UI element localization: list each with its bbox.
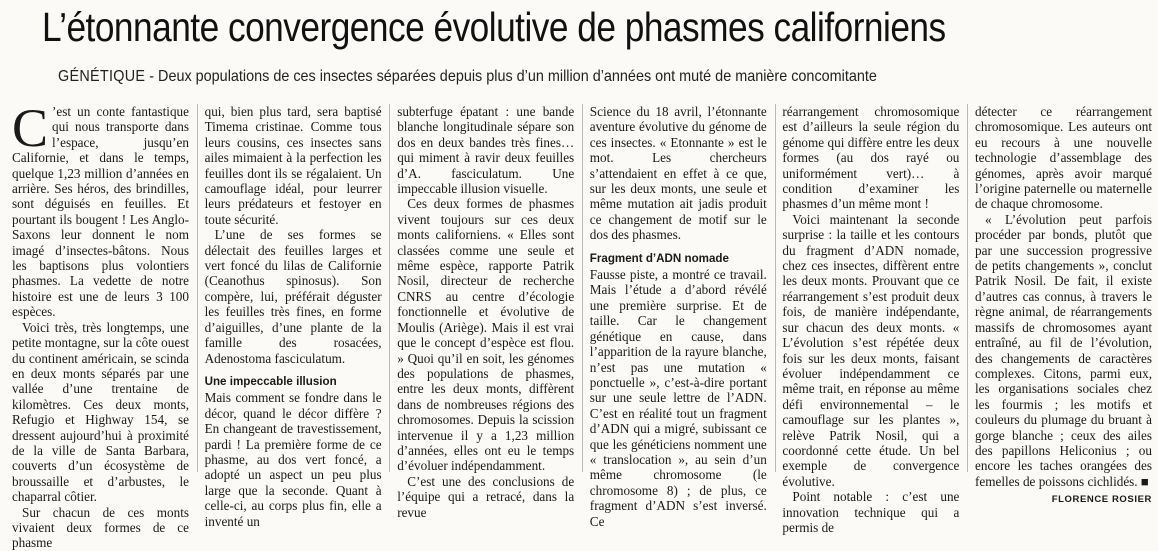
paragraph-text: qui, bien plus tard, sera baptisé Timema cristinae. Comme tous leurs cousins, ces insectes sans ailes mimaient à la perfection les feuilles dont ils se régalaient. Un camouflage idéal, pour leurrer leurs prédateurs et festoyer en toute sécurité. bbox=[204, 104, 382, 227]
paragraph-text: subterfuge épatant : une bande blanche longitudinale sépare son dos en deux bandes très fines… qui miment à ravir deux feuilles d’A. fasciculatum. Une impeccable illusion visuelle. bbox=[397, 104, 575, 197]
body-paragraph bbox=[590, 104, 767, 243]
column-divider bbox=[197, 104, 198, 472]
column-divider bbox=[582, 104, 583, 472]
paragraph-text: détecter ce réarrangement chromosomique. Les auteurs ont eu recours à une nouvelle technologie d’assemblage des génomes, après avoir marqué l’origine paternelle ou maternelle de chaque chromosome. bbox=[975, 104, 1152, 212]
body-paragraph bbox=[12, 98, 189, 320]
column-divider bbox=[389, 104, 390, 472]
body-paragraph bbox=[205, 104, 382, 227]
author-byline: FLORENCE ROSIER bbox=[1051, 494, 1152, 506]
paragraph-text: « L’évolution peut parfois procéder par bonds, plutôt que par une succession progressive de petits changements », conclut Patrik Nosil. De fait, il existe d’autres cas connus, à travers le règne animal, de réarrangements massifs de chromosomes ayant entraîné, au fil de l’évolution, des changements de caractères complexes. Citons, parmi eux, les organisations sociales chez les fourmis ; les motifs et couleurs du plumage du bruant à gorge blanche ; ceux des ailes des papillons Heliconius ; ou encore les taches orangées des femelles de poissons cichlidés. ■ bbox=[975, 211, 1152, 489]
body-paragraph bbox=[205, 227, 382, 366]
body-paragraph bbox=[397, 196, 574, 473]
paragraph-text: Voici très, très longtemps, une petite montagne, sur la côte ouest du continent américain, se scinda en deux monts séparés par une vallée d’une trentaine de kilomètres. Ces deux monts, Refugio et Highway 154, se dressent aujourd’hui à proximité de la ville de Santa Barbara, couverts d’un écosystème de broussaille et d’arbustes, le chaparral côtier. bbox=[12, 319, 189, 505]
body-paragraph bbox=[975, 104, 1152, 212]
column-divider bbox=[775, 104, 776, 472]
body-paragraph bbox=[397, 104, 574, 196]
deck bbox=[58, 68, 877, 86]
deck-separator: - bbox=[145, 68, 159, 85]
paragraph-text: ’est un conte fantastique qui nous transporte dans l’espace, jusqu’en Californie, et dans le temps, quelque 1,23 million d’années en arrière. Ses héros, des brindilles, sont déguisés en feuilles. Et pourtant ils bougent ! Les Anglo-Saxons leur donnent le nom imagé d’insectes-bâtons. Nous les baptisons plus volontiers phasmes. La vedette de notre histoire est une de leurs 3 100 espèces. bbox=[12, 104, 189, 320]
body-paragraph bbox=[12, 320, 189, 505]
body-paragraph bbox=[205, 390, 382, 529]
paragraph-text: Ces deux formes de phasmes vivent toujours sur ces deux monts californiens. « Elles sont classées comme une seule et même espèce, rapporte Patrik Nosil, directeur de recherche CNRS au centre d’écologie fonctionnelle et évolutive de Moulis (Ariège). Mais il est vrai que le concept d’espèce est flou. » Quoi qu’il en soit, les génomes des populations de phasmes, entre les deux monts, diffèrent dans de nombreuses régions des chromosomes. Depuis la scission intervenue il y a 1,23 million d’années, elles ont eu le temps d’évoluer indépendamment. bbox=[397, 196, 575, 474]
section-kicker: GÉNÉTIQUE bbox=[58, 68, 146, 85]
article-column bbox=[975, 104, 1152, 506]
headline: L’étonnante convergence évolutive de phasmes californiens bbox=[42, 4, 946, 50]
article-columns bbox=[12, 98, 1152, 551]
body-paragraph bbox=[12, 505, 189, 551]
drop-cap: C bbox=[12, 98, 49, 158]
paragraph-text: C’est une des conclusions de l’équipe qui a retracé, dans la revue bbox=[397, 473, 575, 520]
column-divider bbox=[967, 104, 968, 472]
body-paragraph bbox=[590, 267, 767, 529]
paragraph-text: Sur chacun de ces monts vivaient deux formes de ce phasme bbox=[12, 504, 189, 551]
paragraph-text: Mais comment se fondre dans le décor, quand le décor diffère ? En changeant de travestissement, pardi ! La première forme de ce phasme, au dos vert foncé, a adopté un aspect un peu plus large que la seconde. Quant à celle-ci, au corps plus fin, elle a inventé un bbox=[204, 390, 382, 529]
paragraph-text: Science du 18 avril, l’étonnante aventure évolutive du génome de ces insectes. « Etonnante » est le mot. Les chercheurs s’attendaient en effet à ce que, sur les deux monts, une seule et même mutation ait jadis produit ce changement de motif sur le dos des phasmes. bbox=[589, 104, 767, 243]
paragraph-text: Voici maintenant la seconde surprise : la taille et les contours du fragment d’ADN nomade, chez ces insectes, diffèrent entre les deux monts. Prouvant que ce réarrangement s’est produit deux fois, de manière indépendante, sur chacun des deux monts. « L’évolution s’est répétée deux fois sur les deux monts, faisant évoluer indépendamment ce même trait, en réponse au même défi environnemental – le camouflage sur les plantes », relève Patrik Nosil, qui a coordonné cette étude. Un bel exemple de convergence évolutive. bbox=[782, 211, 960, 489]
paragraph-text: L’une de ses formes se délectait des feuilles larges et vert foncé du lilas de Californie (Ceanothus spinosus). Son compère, lui, préférait déguster les feuilles très fines, en forme d’aiguilles, d’une plante de la famille des rosacées, Adenostoma fasciculatum. bbox=[204, 227, 382, 366]
deck-text: Deux populations de ces insectes séparées depuis plus d’un million d’années ont muté de manière concomitante bbox=[158, 68, 877, 85]
article-column bbox=[589, 104, 767, 529]
paragraph-text: Point notable : c’est une innovation technique qui a permis de bbox=[782, 489, 960, 535]
body-paragraph bbox=[782, 212, 959, 489]
body-paragraph bbox=[975, 212, 1152, 489]
article-column bbox=[397, 104, 575, 520]
article-column bbox=[12, 98, 189, 551]
subheading: Fragment d’ADN nomade bbox=[589, 251, 729, 265]
article-column bbox=[782, 104, 960, 535]
subheading: Une impeccable illusion bbox=[204, 374, 337, 388]
paragraph-text: réarrangement chromosomique est d’ailleurs la seule région du génome qui diffère entre les deux formes (au dos rayé ou uniformément vert)… à condition d’examiner les phasmes d’un même mont ! bbox=[782, 104, 960, 212]
body-paragraph bbox=[397, 474, 574, 520]
paragraph-text: Fausse piste, a montré ce travail. Mais l’étude a d’abord révélé une première surprise. Et de taille. Car le changement génétique en cause, dans l’apparition de la rayure blanche, n’est pas une mutation « ponctuelle », c’est-à-dire portant sur une seule lettre de l’ADN. C’est en réalité tout un fragment d’ADN qui a migré, subissant ce que les généticiens nomment une « translocation », au sein d’un même chromosome (le chromosome 8) ; de plus, ce fragment d’ADN s’est inversé. Ce bbox=[589, 267, 767, 529]
body-paragraph bbox=[782, 489, 959, 535]
body-paragraph bbox=[782, 104, 959, 212]
article-column bbox=[204, 104, 382, 529]
